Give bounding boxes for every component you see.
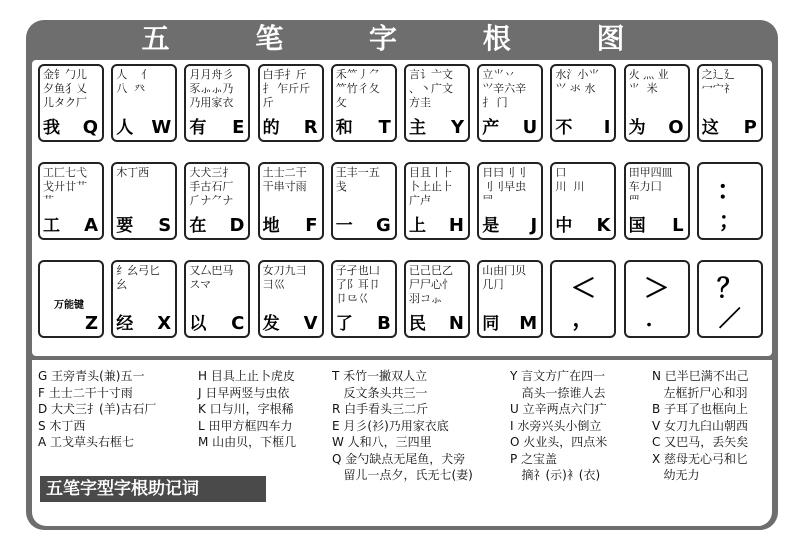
key-footer: [189, 312, 244, 334]
key-letter: H: [448, 215, 464, 236]
key-footer: [43, 312, 98, 334]
key-footer: [555, 116, 610, 138]
key-letter: L: [672, 215, 684, 236]
key-z[interactable]: [38, 260, 104, 338]
key-footer: [263, 312, 318, 334]
key-footer: [409, 312, 464, 334]
key-roots: 山由冂贝 几⺆: [482, 264, 527, 291]
key-s[interactable]: [111, 162, 177, 240]
key-e[interactable]: [184, 64, 250, 142]
key-c[interactable]: [184, 260, 250, 338]
key-character: 工: [43, 216, 60, 236]
key-character: 主: [409, 118, 426, 138]
mnemonic-column-1: G 王旁青头(兼)五一 F 土士二干十寸雨 D 大犬三⺘(羊)古石厂 S 木丁西 A 工戈草头右框七: [38, 369, 157, 449]
key-roots: 人 亻 八 癶: [116, 68, 153, 95]
key-punct-9[interactable]: [697, 162, 763, 240]
key-roots: 已己巳乙 尸尸心忄 羽コ⺗: [409, 264, 453, 305]
key-footer: [263, 214, 318, 236]
key-character: 上: [409, 216, 426, 236]
key-character: 一: [335, 216, 353, 236]
key-letter: U: [522, 117, 538, 138]
key-character: 同: [482, 314, 500, 334]
key-v[interactable]: [258, 260, 324, 338]
key-footer: [409, 214, 464, 236]
key-character: 为: [628, 118, 646, 138]
key-character: 我: [43, 118, 60, 138]
key-footer: [263, 116, 318, 138]
key-letter: P: [743, 117, 757, 138]
key-letter: J: [530, 215, 538, 236]
key-roots: 目且丨⺊ 卜上止⺊ 广卢: [409, 166, 453, 207]
key-letter: M: [519, 313, 538, 334]
key-y[interactable]: [404, 64, 470, 142]
key-letter: A: [84, 215, 98, 236]
key-letter: D: [229, 215, 245, 236]
key-footer: [116, 312, 171, 334]
key-upper-symbol: ？: [716, 274, 743, 304]
mnemonic-column-4: Y 言文方广在四一 高头一捺谁人去 U 立辛两点六门疒 I 水旁兴头小倒立 O 火业头，四点米 P 之宝盖 摘礻(示)衤(衣): [510, 369, 608, 482]
key-letter: X: [157, 313, 172, 334]
key-lower-symbol: ；: [718, 209, 741, 234]
key-footer: [116, 214, 171, 236]
key-character: 是: [482, 216, 500, 236]
key-letter: K: [596, 215, 611, 236]
mnemonic-panel: [32, 360, 772, 526]
key-character: 产: [482, 118, 500, 138]
key-footer: [336, 214, 391, 236]
key-b[interactable]: [331, 260, 397, 338]
mnemonic-title: 五笔字型字根助记词: [40, 476, 266, 502]
page-title: 五 笔 字 根 图: [141, 22, 663, 55]
key-panel: [32, 60, 772, 356]
key-letter: B: [377, 313, 391, 334]
key-letter: O: [668, 117, 684, 138]
key-letter: I: [603, 117, 611, 138]
key-q[interactable]: [38, 64, 104, 142]
key-p[interactable]: [697, 64, 763, 142]
key-t[interactable]: [331, 64, 397, 142]
key-character: 这: [701, 118, 719, 138]
key-punct-8[interactable]: [624, 260, 690, 338]
key-character: 有: [189, 118, 207, 138]
key-roots: 立⺌丷 ⺍辛六辛 扌 门: [482, 68, 527, 109]
key-roots: 言讠亠文 、丶广文 方圭: [409, 68, 453, 109]
key-footer: [409, 116, 464, 138]
key-character: 和: [335, 118, 353, 138]
key-roots: 田甲四皿 车力囗 ⺲: [628, 166, 673, 207]
key-lower-symbol: ，: [572, 307, 595, 332]
key-n[interactable]: [404, 260, 470, 338]
key-roots: 又厶巴马 スマ: [189, 264, 234, 291]
key-character: 的: [262, 118, 280, 138]
key-footer: [702, 116, 757, 138]
key-character: 发: [262, 314, 280, 334]
key-roots: 大犬三⺘ 手古石厂 ⺁ナ⺈ナ: [189, 166, 234, 207]
key-letter: T: [378, 117, 391, 138]
key-roots: 王丰一五 戋: [335, 166, 380, 193]
key-roots: 之辶廴 冖宀礻: [701, 68, 735, 95]
key-letter: G: [376, 215, 391, 236]
key-character: 地: [262, 216, 280, 236]
wildcard-label: 万能键: [54, 300, 84, 311]
key-lower-symbol: ．: [645, 307, 668, 332]
key-footer: [43, 214, 98, 236]
key-footer: [336, 312, 391, 334]
key-letter: Z: [84, 313, 98, 334]
key-x[interactable]: [111, 260, 177, 338]
key-footer: [629, 116, 684, 138]
key-character: 以: [189, 314, 207, 334]
key-footer: [43, 116, 98, 138]
key-character: 人: [116, 118, 134, 138]
key-roots: 禾⺮丿⺈ ⺮竹彳夂 攵: [335, 68, 380, 109]
key-lower-symbol: ／: [718, 307, 741, 332]
key-roots: 日曰刂刂 刂刂早虫 ⺜: [482, 166, 527, 207]
key-punct-9[interactable]: [697, 260, 763, 338]
key-roots: 月月舟彡 豕⺗⺗乃 乃用家衣: [189, 68, 234, 109]
key-letter: Q: [82, 117, 98, 138]
key-upper-symbol: ＜: [570, 274, 597, 304]
key-character: 国: [628, 216, 646, 236]
key-a[interactable]: [38, 162, 104, 240]
key-roots: 金钅勹儿 夕鱼犭乂 儿タク厂: [43, 68, 87, 109]
key-character: 不: [555, 118, 573, 138]
key-character: 要: [116, 216, 134, 236]
key-w[interactable]: [111, 64, 177, 142]
key-letter: E: [232, 117, 245, 138]
key-letter: N: [448, 313, 464, 334]
key-character: 中: [555, 216, 573, 236]
key-footer: [116, 116, 171, 138]
key-character: 经: [116, 314, 134, 334]
key-letter: F: [305, 215, 318, 236]
key-punct-7[interactable]: [550, 260, 616, 338]
key-k[interactable]: [550, 162, 616, 240]
mnemonic-column-2: H 目具上止卜虎皮 J 日早两竖与虫依 K 口与川，字根稀 L 田甲方框四车力 M 山由贝，下框几: [198, 369, 297, 449]
key-footer: [189, 116, 244, 138]
key-letter: C: [231, 313, 245, 334]
key-o[interactable]: [624, 64, 690, 142]
key-roots: 口 川 川: [555, 166, 585, 193]
key-roots: 水氵小⺌ ⺍ 氺 水: [555, 68, 600, 95]
key-footer: [482, 116, 537, 138]
key-roots: 子孑也凵 了阝耳卩 卩⺋巜: [335, 264, 380, 305]
key-letter: S: [158, 215, 172, 236]
key-footer: [189, 214, 244, 236]
key-m[interactable]: [477, 260, 543, 338]
key-letter: R: [303, 117, 318, 138]
key-roots: 火 灬 业 ⺌ 米: [628, 68, 669, 95]
key-roots: 木丁西: [116, 166, 150, 179]
key-roots: 白手⺘斤 ⺘ 乍斤斤 斤: [262, 68, 311, 109]
key-footer: [336, 116, 391, 138]
key-letter: W: [151, 117, 172, 138]
key-footer: [555, 214, 610, 236]
key-j[interactable]: [477, 162, 543, 240]
key-character: 民: [409, 314, 426, 334]
key-h[interactable]: [404, 162, 470, 240]
key-roots: 工匚七弋 戈廾廿艹 艹: [43, 166, 87, 207]
key-g[interactable]: [331, 162, 397, 240]
key-roots: 纟幺弓匕 幺: [116, 264, 161, 291]
key-footer: [482, 214, 537, 236]
keyboard-card: [26, 20, 778, 530]
key-i[interactable]: [550, 64, 616, 142]
key-roots: 土士二干 干串寸雨: [262, 166, 307, 193]
key-character: 了: [335, 314, 353, 334]
key-character: 在: [189, 216, 207, 236]
key-u[interactable]: [477, 64, 543, 142]
key-upper-symbol: ：: [716, 176, 743, 206]
key-f[interactable]: [258, 162, 324, 240]
mnemonic-column-5: N 已半巳满不出己 左框折尸心和羽 B 子耳了也框向上 V 女刀九臼山朝西 C 又巴马，丢矢矣 X 慈母无心弓和匕 幼无力: [652, 369, 749, 482]
key-footer: [629, 214, 684, 236]
key-letter: V: [303, 313, 318, 334]
key-upper-symbol: ＞: [643, 274, 670, 304]
mnemonic-column-3: T 禾竹一撇双人立 反文条头共三一 R 白手看头三二斤 E 月彡(衫)乃用家衣底 W 人和八，三四里 Q 金勺缺点无尾鱼，犬旁 留儿一点夕，氏无七(妻): [332, 369, 473, 482]
key-roots: 女刀九彐 ⺕巛: [262, 264, 307, 291]
key-l[interactable]: [624, 162, 690, 240]
key-r[interactable]: [258, 64, 324, 142]
key-letter: Y: [450, 117, 464, 138]
key-footer: [482, 312, 537, 334]
key-d[interactable]: [184, 162, 250, 240]
